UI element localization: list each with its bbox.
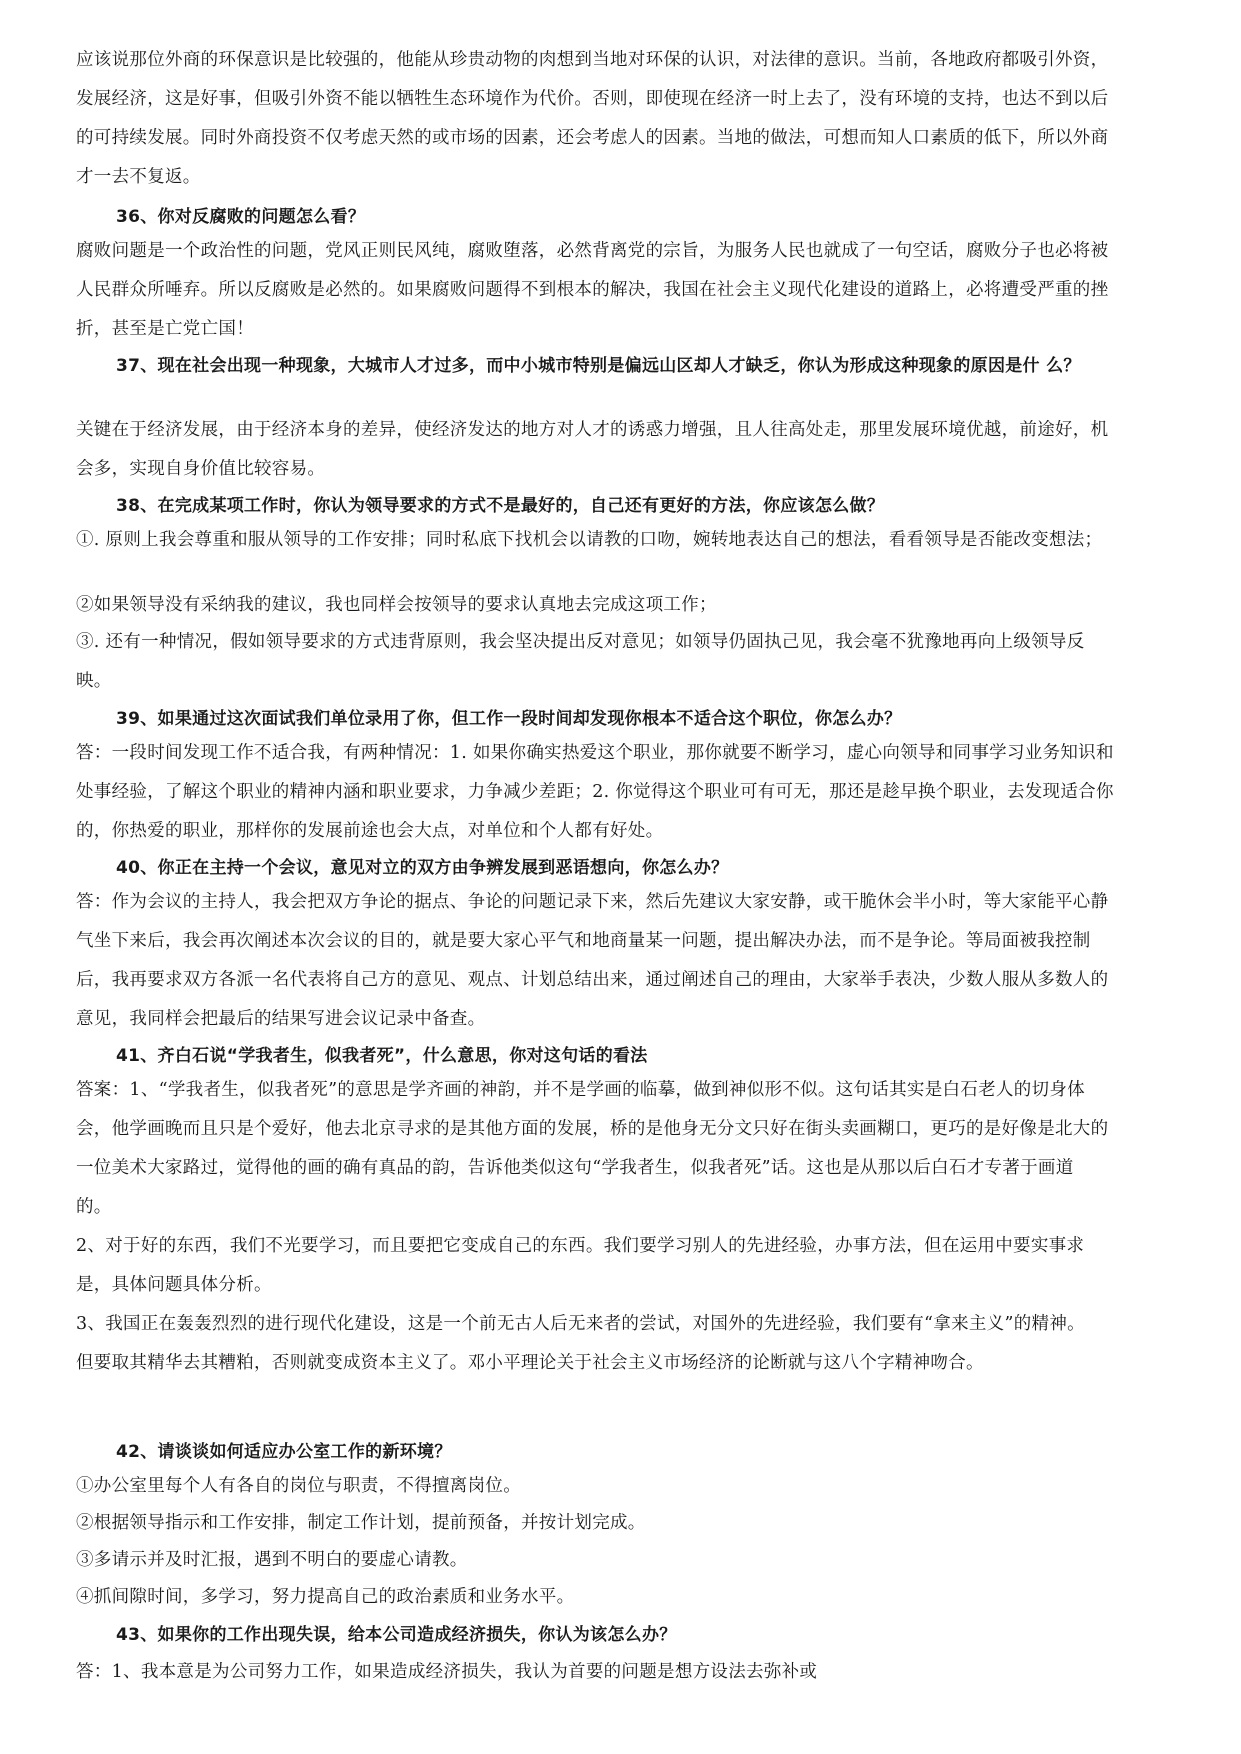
paragraph-line: 的。 (76, 1197, 112, 1217)
question-heading: 37、现在社会出现一种现象，大城市人才过多，而中小城市特别是偏远山区却人才缺乏，你认为形成这种现象的原因是什 么？ (116, 356, 1081, 376)
paragraph-line: 气坐下来后，我会再次阐述本次会议的目的，就是要大家心平气和地商量某一问题，提出解决办法，而不是争论。等局面被我控制 (76, 931, 1091, 951)
paragraph-line: ③多请示并及时汇报，遇到不明白的要虚心请教。 (76, 1550, 468, 1570)
paragraph-line: 发展经济，这是好事，但吸引外资不能以牺牲生态环境作为代价。否则，即使现在经济一时上去了，没有环境的支持，也达不到以后 (76, 89, 1109, 109)
paragraph-line: 的可持续发展。同时外商投资不仅考虑天然的或市场的因素，还会考虑人的因素。当地的做法，可想而知人口素质的低下，所以外商 (76, 128, 1109, 148)
question-heading: 36、你对反腐败的问题怎么看？ (116, 207, 366, 227)
paragraph-line: 才一去不复返。 (76, 167, 201, 187)
paragraph-line: ①办公室里每个人有各自的岗位与职责，不得擅离岗位。 (76, 1476, 521, 1496)
question-heading: 38、在完成某项工作时，你认为领导要求的方式不是最好的，自己还有更好的方法，你应该怎么做？ (116, 496, 885, 516)
paragraph-line: 答：1、我本意是为公司努力工作，如果造成经济损失，我认为首要的问题是想方设法去弥补或 (76, 1662, 818, 1682)
paragraph-line: 后，我再要求双方各派一名代表将自己方的意见、观点、计划总结出来，通过阐述自己的理由，大家举手表决，少数人服从多数人的 (76, 970, 1109, 990)
paragraph-line: 应该说那位外商的环保意识是比较强的，他能从珍贵动物的肉想到当地对环保的认识，对法律的意识。当前，各地政府都吸引外资， (76, 50, 1109, 70)
question-heading: 43、如果你的工作出现失误，给本公司造成经济损失，你认为该怎么办？ (116, 1625, 677, 1645)
question-heading: 40、你正在主持一个会议，意见对立的双方由争辨发展到恶语想向，你怎么办？ (116, 858, 729, 878)
paragraph-line: 腐败问题是一个政治性的问题，党风正则民风纯，腐败堕落，必然背离党的宗旨，为服务人民也就成了一句空话，腐败分子也必将被 (76, 241, 1109, 261)
question-heading: 41、齐白石说“学我者生，似我者死”，什么意思，你对这句话的看法 (116, 1046, 648, 1066)
question-heading: 39、如果通过这次面试我们单位录用了你，但工作一段时间却发现你根本不适合这个职位，你怎么办？ (116, 709, 902, 729)
paragraph-line: 是，具体问题具体分析。 (76, 1275, 272, 1295)
paragraph-line: 但要取其精华去其糟粕，否则就变成资本主义了。邓小平理论关于社会主义市场经济的论断就与这八个字精神吻合。 (76, 1353, 984, 1373)
paragraph-line: 折，甚至是亡党亡国！ (76, 319, 254, 339)
paragraph-line: 的，你热爱的职业，那样你的发展前途也会大点，对单位和个人都有好处。 (76, 821, 664, 841)
paragraph-line: 处事经验，了解这个职业的精神内涵和职业要求，力争减少差距；2. 你觉得这个职业可有可无，那还是趁早换个职业，去发现适合你 (76, 782, 1114, 802)
paragraph-line: 答：作为会议的主持人，我会把双方争论的据点、争论的问题记录下来，然后先建议大家安静，或干脆休会半小时，等大家能平心静 (76, 892, 1109, 912)
paragraph-line: ③. 还有一种情况，假如领导要求的方式违背原则，我会坚决提出反对意见；如领导仍固执己见，我会毫不犹豫地再向上级领导反 (76, 632, 1085, 652)
paragraph-line: 意见，我同样会把最后的结果写进会议记录中备查。 (76, 1009, 486, 1029)
paragraph-line: ②如果领导没有采纳我的建议，我也同样会按领导的要求认真地去完成这项工作； (76, 595, 717, 615)
paragraph-line: 答：一段时间发现工作不适合我，有两种情况：1. 如果你确实热爱这个职业，那你就要不断学习，虚心向领导和同事学习业务知识和 (76, 743, 1114, 763)
paragraph-line: 2、对于好的东西，我们不光要学习，而且要把它变成自己的东西。我们要学习别人的先进经验，办事方法，但在运用中要实事求 (76, 1236, 1085, 1256)
paragraph-line: 映。 (76, 671, 112, 691)
paragraph-line: 人民群众所唾弃。所以反腐败是必然的。如果腐败问题得不到根本的解决，我国在社会主义现代化建设的道路上，必将遭受严重的挫 (76, 280, 1109, 300)
paragraph-line: 答案：1、“学我者生，似我者死”的意思是学齐画的神韵，并不是学画的临摹，做到神似形不似。这句话其实是白石老人的切身体 (76, 1080, 1085, 1100)
question-heading: 42、请谈谈如何适应办公室工作的新环境？ (116, 1442, 452, 1462)
paragraph-line: 会多，实现自身价值比较容易。 (76, 459, 326, 479)
paragraph-line: 关键在于经济发展，由于经济本身的差异，使经济发达的地方对人才的诱惑力增强，且人往高处走，那里发展环境优越，前途好，机 (76, 420, 1109, 440)
paragraph-line: ④抓间隙时间，多学习，努力提高自己的政治素质和业务水平。 (76, 1587, 575, 1607)
paragraph-line: ②根据领导指示和工作安排，制定工作计划，提前预备，并按计划完成。 (76, 1513, 646, 1533)
paragraph-line: 会，他学画晚而且只是个爱好，他去北京寻求的是其他方面的发展，桥的是他身无分文只好在街头卖画糊口，更巧的是好像是北大的 (76, 1119, 1109, 1139)
paragraph-line: ①. 原则上我会尊重和服从领导的工作安排；同时私底下找机会以请教的口吻，婉转地表达自己的想法，看看领导是否能改变想法； (76, 530, 1103, 550)
paragraph-line: 3、我国正在轰轰烈烈的进行现代化建设，这是一个前无古人后无来者的尝试，对国外的先进经验，我们要有“拿来主义”的精神。 (76, 1314, 1085, 1334)
paragraph-line: 一位美术大家路过，觉得他的画的确有真品的韵，告诉他类似这句“学我者生，似我者死”话。这也是从那以后白石才专著于画道 (76, 1158, 1074, 1178)
